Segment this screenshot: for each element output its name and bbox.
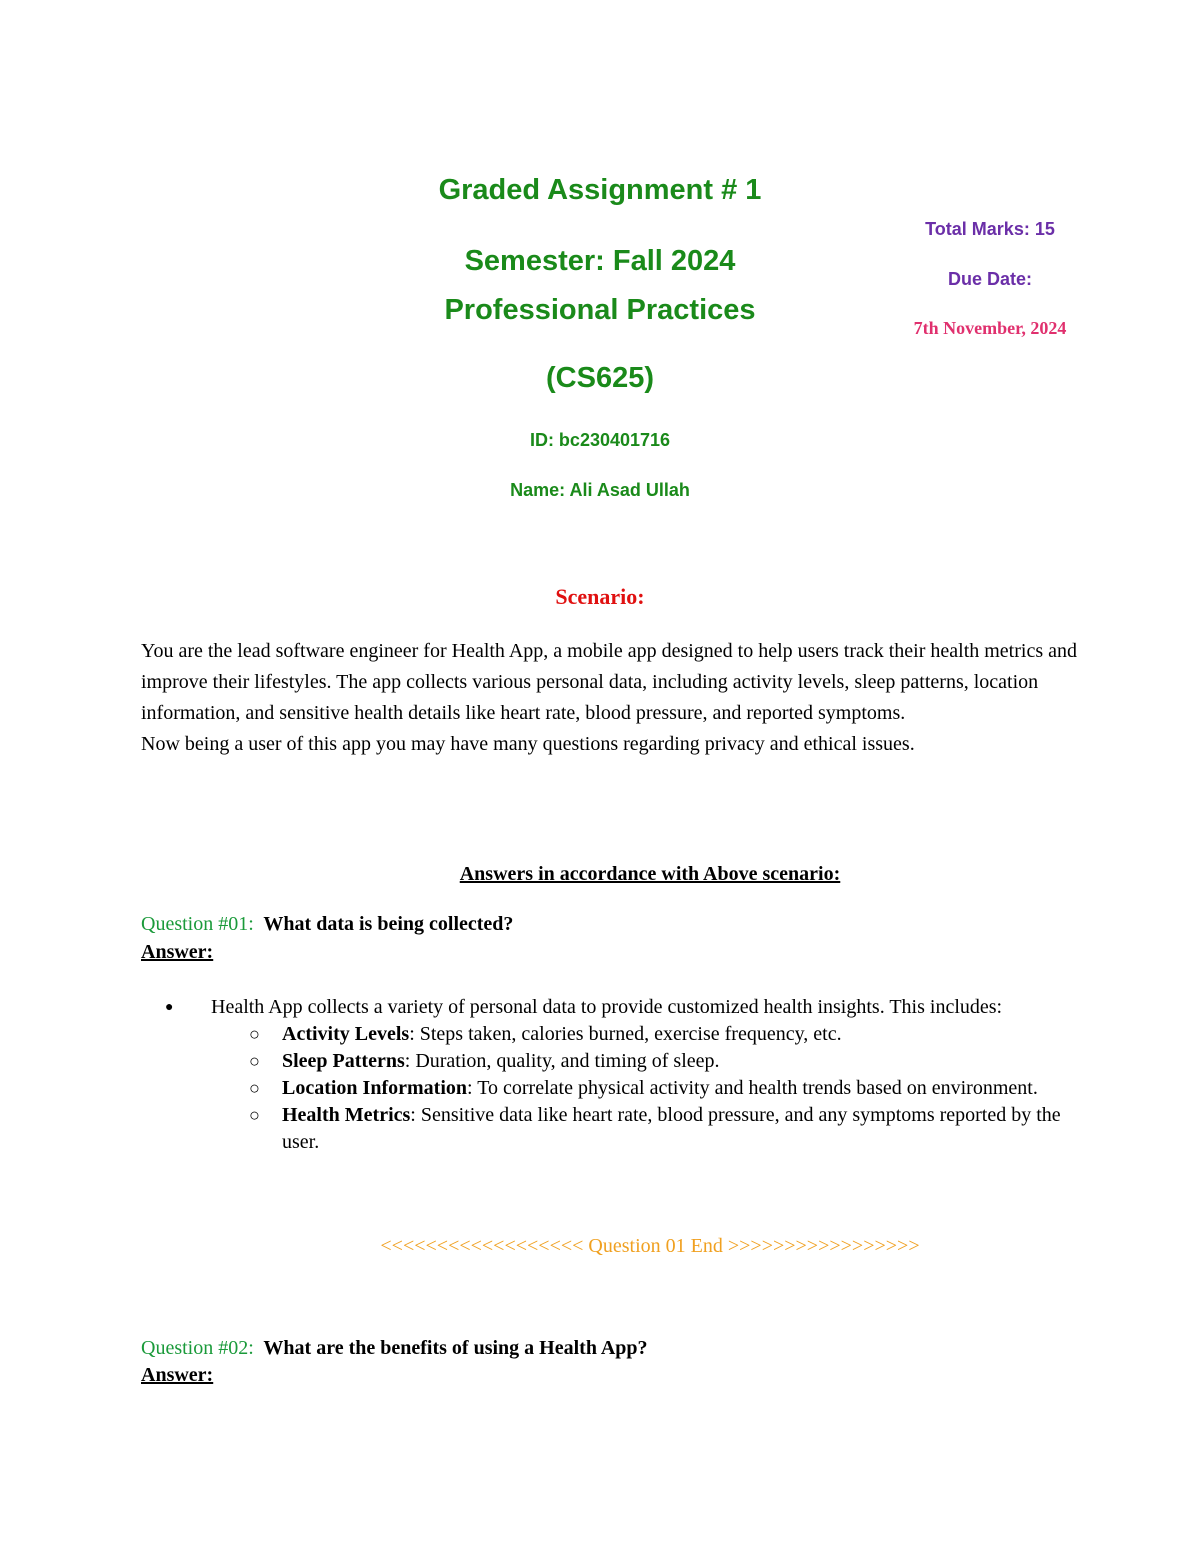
item-term: Activity Levels (282, 1023, 410, 1045)
item-desc: : Sensitive data like heart rate, blood pressure, and any symptoms reported by the user. (282, 1104, 1061, 1153)
sub-list-item (141, 1021, 1081, 1048)
list-item (141, 994, 1081, 1021)
list-item-text: Health App collects a variety of personal data to provide customized health insights. This includes: (211, 996, 1003, 1018)
sub-list-item (141, 1048, 1081, 1075)
semester-label: Semester: Fall 2024 (464, 245, 736, 277)
course-name: Professional Practices (444, 294, 756, 326)
due-date: 7th November, 2024 (913, 318, 1067, 338)
answer-list (141, 994, 1081, 1156)
scenario-paragraph: Now being a user of this app you may have many questions regarding privacy and ethical issues. (141, 733, 915, 755)
scenario-heading: Scenario: (555, 584, 645, 609)
item-term: Location Information (282, 1077, 467, 1099)
bullet-icon: ● (165, 1000, 174, 1015)
item-desc: : Steps taken, calories burned, exercise frequency, etc. (409, 1023, 842, 1045)
answer-label: Answer: (141, 941, 214, 963)
circle-bullet-icon: ○ (249, 1024, 260, 1044)
assignment-title: Graded Assignment # 1 (438, 174, 762, 206)
question-number: Question #02: (141, 1337, 254, 1359)
question-end-marker: <<<<<<<<<<<<<<<<<< Question 01 End >>>>>>>>>>>>>>>>> (380, 1235, 920, 1257)
answers-heading: Answers in accordance with Above scenario: (459, 863, 841, 885)
question-text: What data is being collected? (263, 913, 514, 935)
item-term: Health Metrics (282, 1104, 411, 1126)
question-number: Question #01: (141, 913, 254, 935)
question-2 (141, 1337, 1081, 1360)
circle-bullet-icon: ○ (249, 1105, 260, 1125)
answer-label: Answer: (141, 1364, 214, 1386)
circle-bullet-icon: ○ (249, 1078, 260, 1098)
sub-list-item (141, 1102, 1081, 1156)
item-desc: : Duration, quality, and timing of sleep. (404, 1050, 720, 1072)
student-id: ID: bc230401716 (529, 430, 671, 450)
due-date-label: Due Date: (947, 269, 1032, 289)
course-code: (CS625) (546, 362, 654, 394)
item-term: Sleep Patterns (282, 1050, 405, 1072)
scenario-text (141, 636, 1081, 760)
sub-list-item (141, 1075, 1081, 1102)
student-name: Name: Ali Asad Ullah (510, 480, 690, 500)
total-marks: Total Marks: 15 (925, 219, 1055, 239)
question-text: What are the benefits of using a Health App? (263, 1337, 648, 1359)
circle-bullet-icon: ○ (249, 1051, 260, 1071)
item-desc: : To correlate physical activity and health trends based on environment. (467, 1077, 1038, 1099)
scenario-paragraph: You are the lead software engineer for Health App, a mobile app designed to help users track their health metrics and improve their lifestyles. The app collects various personal data, including activity levels, sleep patterns, location information, and sensitive health details like heart rate, blood pressure, and reported symptoms. (141, 640, 1077, 724)
question-1 (141, 913, 1081, 936)
